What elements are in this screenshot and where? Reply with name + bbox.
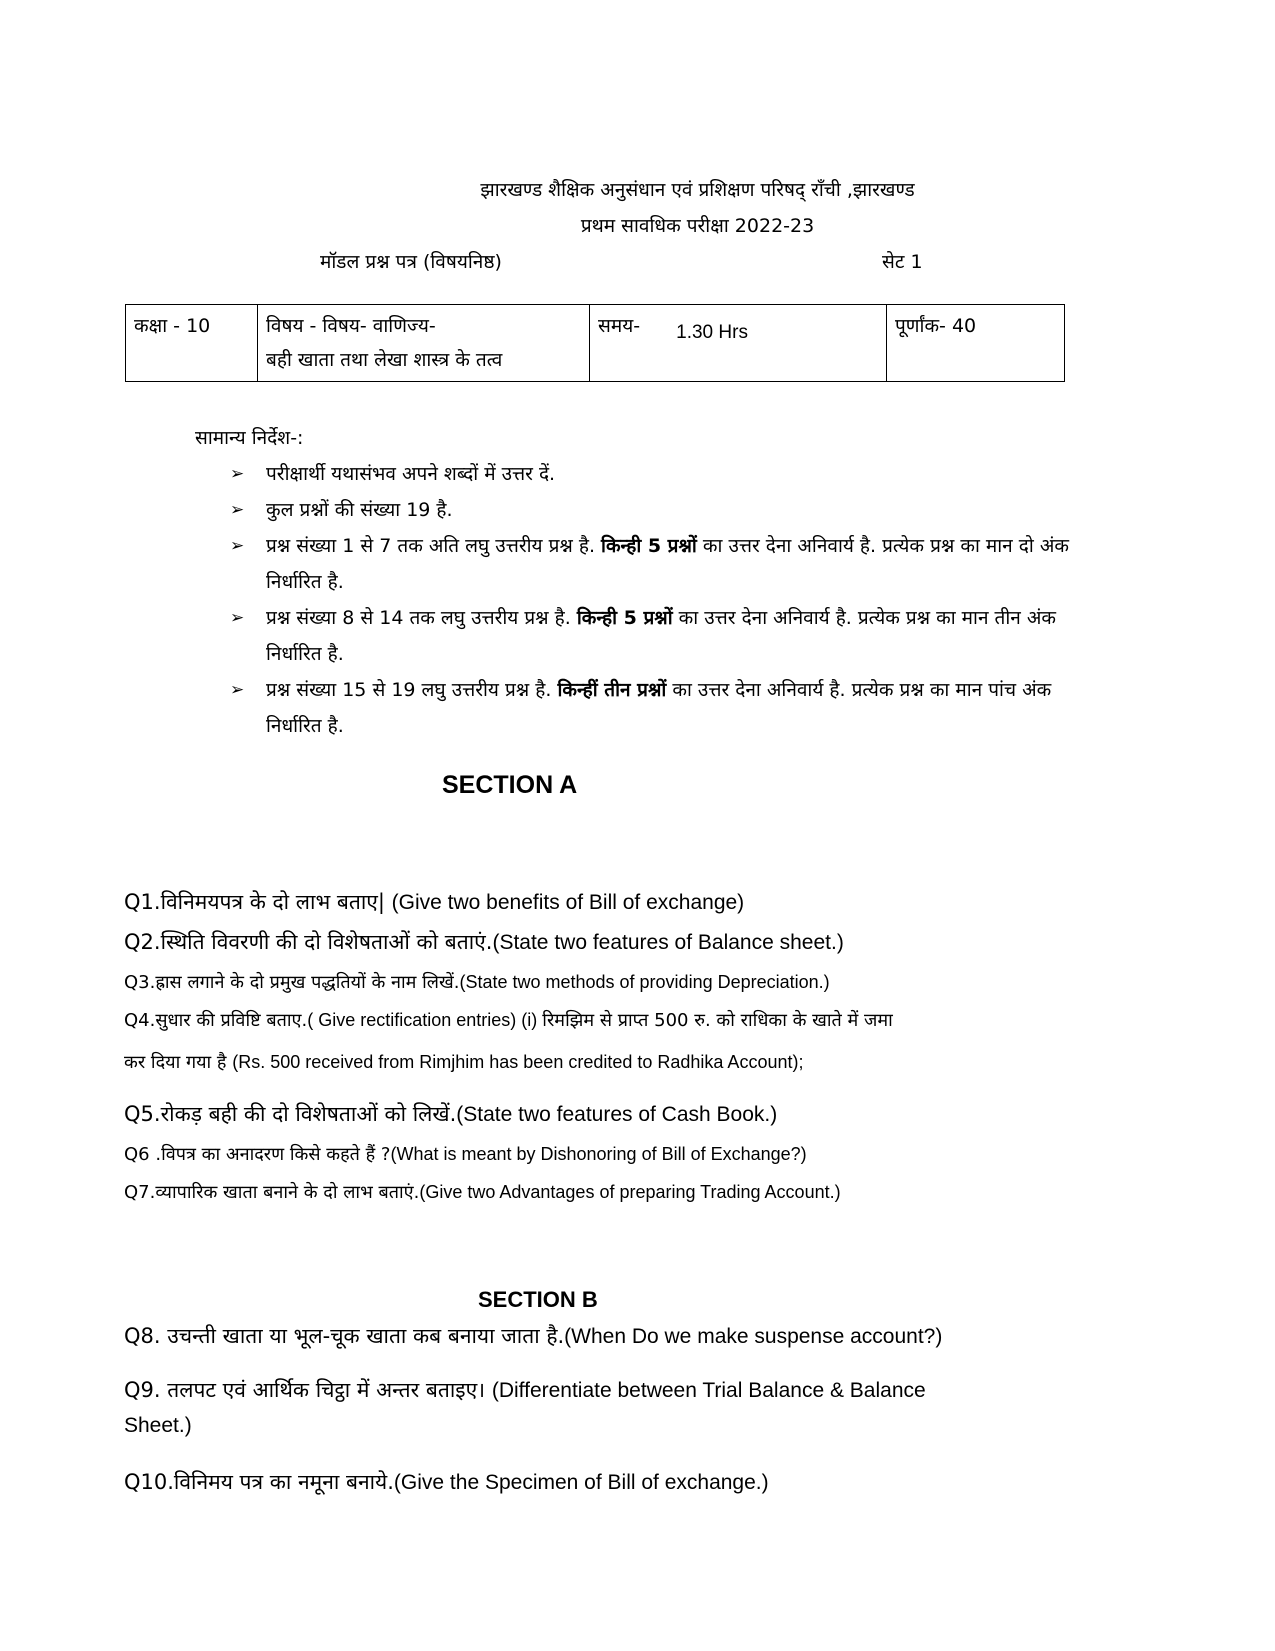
subject-cell [258,305,590,382]
section-a-title: SECTION A [442,771,578,799]
info-table [125,304,1065,382]
question-6: Q6 .विपत्र का अनादरण किसे कहते हैं ?(What is meant by Dishonoring of Bill of Exchange?) [124,1144,807,1165]
question-4: Q4.सुधार की प्रविष्टि बताए.( Give rectification entries) (i) रिमझिम से प्राप्त 500 रु. को राधिका के खाते में जमा [124,1010,893,1031]
arrow-bullet-icon: ➢ [230,536,245,556]
set-number: सेट 1 [882,251,923,273]
question-5: Q5.रोकड़ बही की दो विशेषताओं को लिखें.(State two features of Cash Book.) [124,1102,778,1126]
arrow-bullet-icon: ➢ [230,608,245,628]
question-3: Q3.ह्रास लगाने के दो प्रमुख पद्धतियों के नाम लिखें.(State two methods of providing Depreciation.) [124,972,830,993]
question-4-cont: कर दिया गया है (Rs. 500 received from Rimjhim has been credited to Radhika Account); [124,1052,804,1073]
instruction-item: ➢ प्रश्न संख्या 8 से 14 तक लघु उत्तरीय प्रश्न है. किन्ही 5 प्रश्नों का उत्तर देना अनिवार्य है. प्रत्येक प्रश्न का मान तीन अंक निर्धारित है. [230,600,1110,672]
instructions-list [230,456,1110,744]
instruction-item: ➢ प्रश्न संख्या 15 से 19 लघु उत्तरीय प्रश्न है. किन्हीं तीन प्रश्नों का उत्तर देना अनिवार्य है. प्रत्येक प्रश्न का मान पांच अंक निर्धारित है. [230,672,1110,744]
board-name: झारखण्ड शैक्षिक अनुसंधान एवं प्रशिक्षण परिषद् राँची ,झारखण्ड [480,179,915,201]
time-value: 1.30 Hrs [676,322,748,343]
question-9-cont: Sheet.) [124,1414,192,1437]
time-cell [590,305,887,382]
arrow-bullet-icon: ➢ [230,500,245,520]
arrow-bullet-icon: ➢ [230,464,245,484]
subject-line1: विषय - विषय- वाणिज्य- [266,315,436,337]
marks-cell: पूर्णांक- 40 [887,305,1065,382]
section-b-title: SECTION B [478,1287,598,1312]
question-7: Q7.व्यापारिक खाता बनाने के दो लाभ बताएं.(Give two Advantages of preparing Trading Account.) [124,1182,841,1203]
time-label: समय- [598,315,641,337]
question-2: Q2.स्थिति विवरणी की दो विशेषताओं को बताएं.(State two features of Balance sheet.) [124,930,844,954]
subject-line2: बही खाता तथा लेखा शास्त्र के तत्व [266,349,503,371]
instruction-item: ➢ प्रश्न संख्या 1 से 7 तक अति लघु उत्तरीय प्रश्न है. किन्ही 5 प्रश्नों का उत्तर देना अनिवार्य है. प्रत्येक प्रश्न का मान दो अंक निर्धारित है. [230,528,1110,600]
arrow-bullet-icon: ➢ [230,680,245,700]
instruction-item: ➢ परीक्षार्थी यथासंभव अपने शब्दों में उत्तर दें. [230,456,1110,492]
question-1: Q1.विनिमयपत्र के दो लाभ बताए| (Give two benefits of Bill of exchange) [124,890,745,914]
instruction-item: ➢ कुल प्रश्नों की संख्या 19 है. [230,492,1110,528]
exam-title: प्रथम सावधिक परीक्षा 2022-23 [580,215,815,237]
instructions-title: सामान्य निर्देश-: [195,427,304,449]
paper-type: मॉडल प्रश्न पत्र (विषयनिष्ठ) [320,251,502,273]
question-9: Q9. तलपट एवं आर्थिक चिट्ठा में अन्तर बताइए। (Differentiate between Trial Balance & Balance [124,1378,926,1402]
class-cell: कक्षा - 10 [126,305,258,382]
question-10: Q10.विनिमय पत्र का नमूना बनाये.(Give the Specimen of Bill of exchange.) [124,1470,769,1494]
question-8: Q8. उचन्ती खाता या भूल-चूक खाता कब बनाया जाता है.(When Do we make suspense account?) [124,1324,943,1348]
